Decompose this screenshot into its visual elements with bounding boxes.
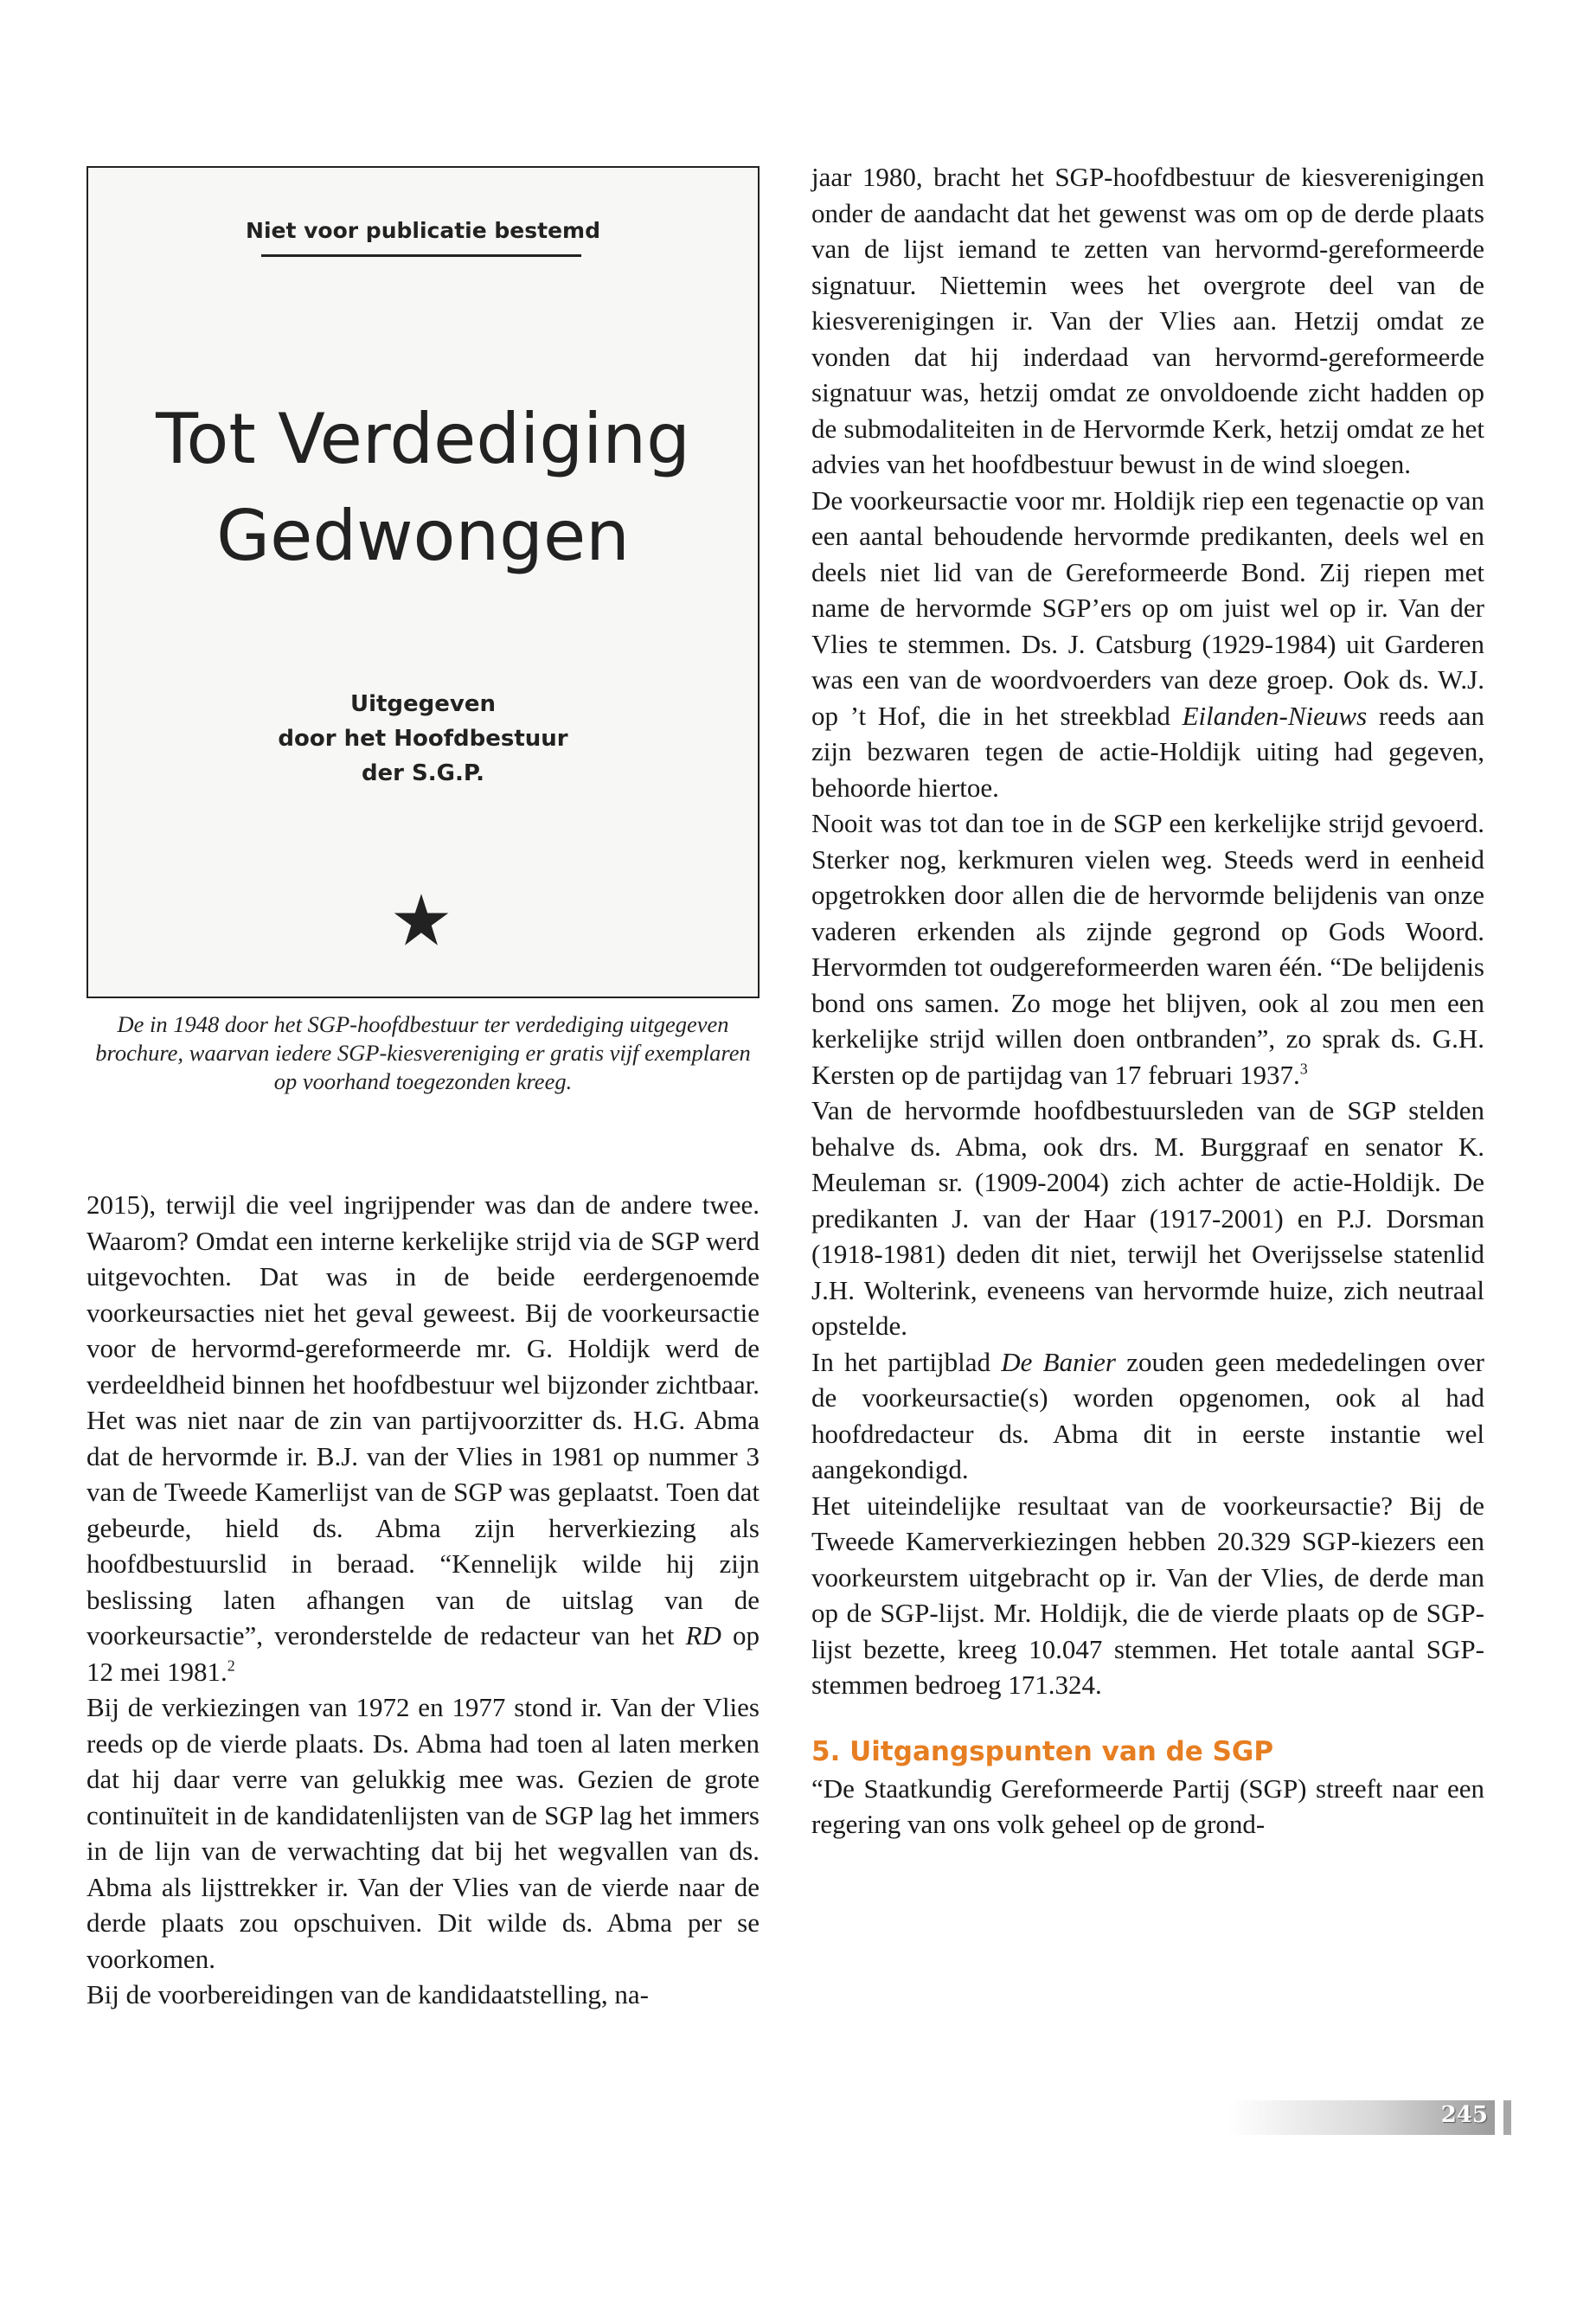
page-number-divider (1503, 2100, 1511, 2135)
rd-italic: RD (685, 1620, 721, 1650)
paragraph: De voorkeursactie voor mr. Holdijk riep een tegenactie op van een aantal behoudende hervormde predikanten, deels wel en deels niet lid van de Gereformeerde Bond. Zij riepen met name de hervormde SGP’ers op om juist wel op ir. Van der Vlies te stemmen. Ds. J. Catsburg (1929-1984) uit Garderen was een van de woordvoerders van deze groep. Ook ds. W.J. op ’t Hof, die in het streekblad Eilanden-Nieuws reeds aan zijn bezwaren tegen de actie-Holdijk uiting had gegeven, behoorde hiertoe. (811, 484, 1484, 803)
eilanden-nieuws-italic: Eilanden-Nieuws (1182, 700, 1368, 731)
cover-title-line-1: Tot Verdediging (156, 399, 690, 479)
paragraph: Bij de verkiezingen van 1972 en 1977 stond ir. Van der Vlies reeds op de vierde plaats. Ds. Abma had toen al laten merken dat hij daar verre van gelukkig mee was. Gezien de grote continuïteit in de kandidatenlijsten van de SGP lag het immers in de lijn van de verwachting dat bij het wegvallen van ds. Abma als lijsttrekker ir. Van der Vlies van de vierde naar de derde plaats zou opschuiven. Dit wilde ds. Abma per se voorkomen. (87, 1692, 760, 1974)
paragraph: 2015), terwijl die veel ingrijpender was dan de andere twee. Waarom? Omdat een interne kerkelijke strijd via de SGP werd uitgevochten. Dat was in de beide eerdergenoemde voorkeursacties niet het geval geweest. Bij de voorkeursactie voor de hervormd-gereformeerde mr. G. Holdijk werd de verdeeldheid binnen het hoofdbestuur wel bijzonder zichtbaar. Het was niet naar de zin van partijvoorzitter ds. H.G. Abma dat de hervormde ir. B.J. van der Vlies in 1981 op nummer 3 van de Tweede Kamerlijst van de SGP was geplaatst. Toen dat gebeurde, hield ds. Abma zijn herverkiezing als hoofdbestuurslid in beraad. “Kennelijk wilde hij zijn beslissing laten afhangen van de uitslag van de voorkeursactie”, veronderstelde de redacteur van het RD op 12 mei 1981.$^2$ (87, 1189, 760, 1687)
cover-publisher-line-2: door het Hoofdbestuur (278, 726, 568, 752)
cover-publisher-line-1: Uitgegeven (349, 691, 497, 717)
section-heading: 5. Uitgangspunten van de SGP (811, 1735, 1274, 1767)
cover-publisher (88, 687, 758, 791)
cover-notice-underline (261, 254, 581, 257)
brochure-cover-image (87, 166, 760, 998)
left-column (87, 1187, 760, 2013)
paragraph: “De Staatkundig Gereformeerde Partij (SGP) streeft naar een regering van ons volk geheel op de grond- (811, 1772, 1484, 1839)
paragraph: Nooit was tot dan toe in de SGP een kerkelijke strijd gevoerd. Sterker nog, kerkmuren vielen weg. Steeds werd in eenheid opgetrokken door allen die de hervormde belijdenis van onze vaderen erkenden als zijnde gegrond op Gods Woord. Hervormden tot oudgereformeerden waren één. “De belijdenis bond ons samen. Zo moge het blijven, ook al zou men een kerkelijke strijd willen doen ontbranden”, zo sprak ds. G.H. Kersten op de partijdag van 17 februari 1937.$^3$ (811, 808, 1484, 1090)
footnote-ref: 3 (1299, 1060, 1308, 1078)
cover-publisher-line-3: der S.G.P. (361, 760, 485, 786)
star-icon (393, 893, 450, 946)
cover-title (88, 391, 758, 585)
paragraph: Het uiteindelijke resultaat van de voorkeursactie? Bij de Tweede Kamerverkiezingen hebben 20.329 SGP-kiezers een voorkeurstem uitgebracht op ir. Van der Vlies, de derde man op de SGP-lijst. Mr. Holdijk, die de vierde plaats op de SGP-lijst bezette, kreeg 10.047 stemmen. Het totale aantal SGP-stemmen bedroeg 171.324. (811, 1490, 1484, 1700)
figure-caption: De in 1948 door het SGP-hoofdbestuur ter verdediging uitgegeven brochure, waarvan iedere SGP-kiesvereniging er gratis vijf exemplaren op voorhand toegezonden kreeg. (95, 1011, 751, 1094)
cover-title-line-2: Gedwongen (216, 496, 630, 576)
paragraph: Bij de voorbereidingen van de kandidaatstelling, na- (87, 1979, 649, 2009)
paragraph: Van de hervormde hoofdbestuursleden van de SGP stelden behalve ds. Abma, ook drs. M. Burggraaf en senator K. Meuleman sr. (1909-2004) zich achter de actie-Holdijk. De predikanten J. van der Haar (1917-2001) en P.J. Dorsman (1918-1981) deden dit niet, terwijl het Overijsselse statenlid J.H. Wolterink, eveneens van hervormde huize, zich neutraal opstelde. (811, 1095, 1484, 1341)
page-number: 245 (1440, 2102, 1488, 2128)
right-column (811, 159, 1484, 1843)
paragraph: In het partijblad De Banier zouden geen mededelingen over de voorkeursactie(s) worden opgenomen, ook al had hoofdredacteur ds. Abma dit in eerste instantie wel aangekondigd. (811, 1346, 1484, 1484)
paragraph: jaar 1980, bracht het SGP-hoofdbestuur de kiesverenigingen onder de aandacht dat het gewenst was om op de derde plaats van de lijst iemand te zetten van hervormd-gereformeerde signatuur. Niettemin wees het overgrote deel van de kiesverenigingen ir. Van der Vlies aan. Hetzij omdat ze vonden dat hij inderdaad van hervormd-gereformeerde signatuur was, hetzij omdat ze onvoldoende zicht hadden op de submodaliteiten in de Hervormde Kerk, hetzij omdat ze het advies van het hoofdbestuur bewust in de wind sloegen. (811, 162, 1484, 479)
cover-notice: Niet voor publicatie bestemd (246, 218, 600, 243)
de-banier-italic: De Banier (1001, 1346, 1116, 1377)
footnote-ref: 2 (227, 1657, 235, 1675)
